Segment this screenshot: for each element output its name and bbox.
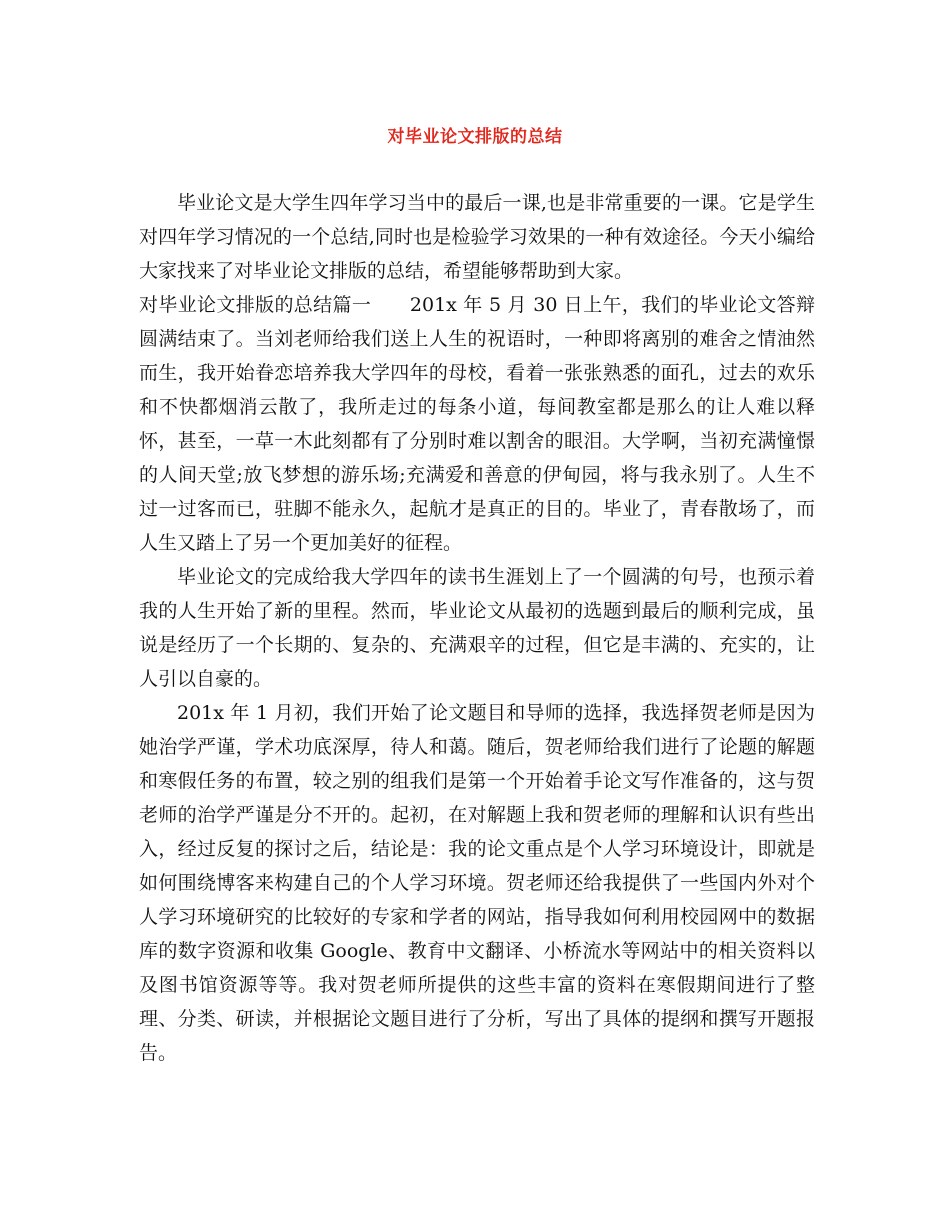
document-title: 对毕业论文排版的总结 (387, 127, 563, 147)
paragraph-completion: 毕业论文的完成给我大学四年的读书生涯划上了一个圆满的句号，也预示着我的人生开始了新的里程。然而，毕业论文从最初的选题到最后的顺利完成，虽说是经历了一个长期的、复杂的、充满艰辛的过程，但它是丰满的、充实的，让人引以自豪的。 (139, 566, 815, 690)
paragraph-topic-selection: 201x 年 1 月初，我们开始了论文题目和导师的选择，我选择贺老师是因为她治学严谨，学术功底深厚，待人和蔼。随后，贺老师给我们进行了论题的解题和寒假任务的布置，较之别的组我们是第一个开始着手论文写作准备的，这与贺老师的治学严谨是分不开的。起初，在对解题上我和贺老师的理解和认识有些出入，经过反复的探讨之后，结论是：我的论文重点是个人学习环境设计，即就是如何围绕博客来构建自己的个人学习环境。贺老师还给我提供了一些国内外对个人学习环境研究的比较好的专家和学者的网站，指导我如何利用校园网中的数据库的数字资源和收集 Google、教育中文翻译、小桥流水等网站中的相关资料以及图书馆资源等等。我对贺老师所提供的这些丰富的资料在寒假期间进行了整理、分类、研读，并根据论文题目进行了分析，写出了具体的提纲和撰写开题报告。 (139, 702, 815, 1064)
paragraph-intro: 毕业论文是大学生四年学习当中的最后一课,也是非常重要的一课。它是学生对四年学习情况的一个总结,同时也是检验学习效果的一种有效途径。今天小编给大家找来了对毕业论文排版的总结，希望能够帮助到大家。 (139, 192, 815, 282)
paragraph-section-one: 对毕业论文排版的总结篇一 201x 年 5 月 30 日上午，我们的毕业论文答辩圆满结束了。当刘老师给我们送上人生的祝语时，一种即将离别的难舍之情油然而生，我开始眷恋培养我大学四年的母校，看着一张张熟悉的面孔，过去的欢乐和不快都烟消云散了，我所走过的每条小道，每间教室都是那么的让人难以释怀，甚至，一草一木此刻都有了分别时难以割舍的眼泪。大学啊，当初充满憧憬的人间天堂;放飞梦想的游乐场;充满爱和善意的伊甸园，将与我永别了。人生不过一过客而已，驻脚不能永久，起航才是真正的目的。毕业了，青春散场了，而人生又踏上了另一个更加美好的征程。 (139, 294, 815, 554)
document-body (139, 186, 815, 1070)
